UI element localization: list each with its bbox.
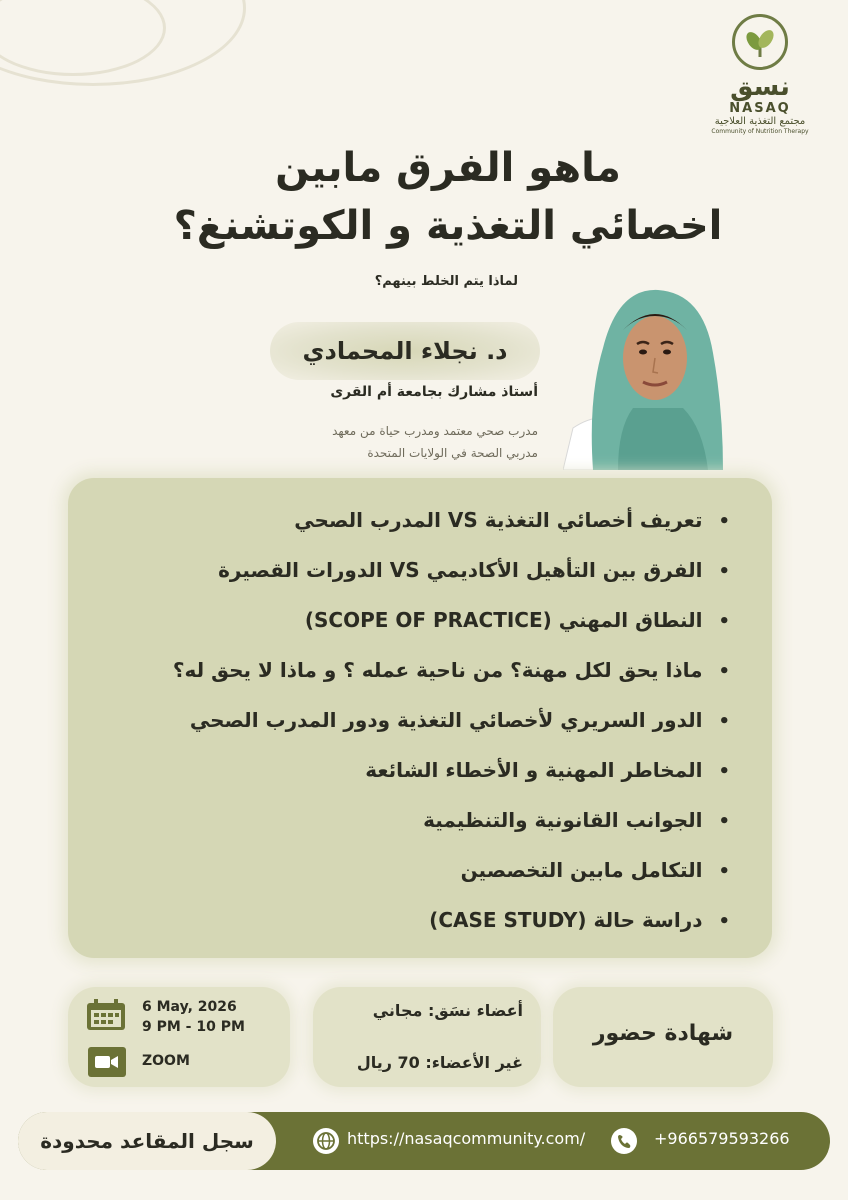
speaker-position: أستاذ مشارك بجامعة أم القرى <box>330 384 538 400</box>
pricing-box <box>313 987 541 1087</box>
certificate-label: شهادة حضور <box>592 1021 734 1046</box>
certificate-box <box>553 987 773 1087</box>
website-link[interactable]: https://nasaqcommunity.com/ <box>347 1129 586 1148</box>
topic-item: • دراسة حالة (CASE STUDY) <box>429 908 730 932</box>
topic-item: • تعريف أخصائي التغذية VS المدرب الصحي <box>294 508 730 532</box>
nasaq-logo <box>700 14 820 136</box>
event-date: 6 May, 2026 <box>142 999 237 1015</box>
topic-item: • التكامل مابين التخصصين <box>461 858 730 882</box>
topic-item: • المخاطر المهنية و الأخطاء الشائعة <box>365 758 730 782</box>
speaker-photo <box>563 278 731 470</box>
non-members-price: غير الأعضاء: 70 ريال <box>356 1053 523 1072</box>
phone-icon <box>611 1128 637 1154</box>
members-price: أعضاء نسَق: مجاني <box>372 1001 523 1020</box>
page-subtitle: لماذا يتم الخلط بينهم؟ <box>374 274 518 289</box>
calendar-icon <box>86 999 126 1029</box>
globe-icon <box>313 1128 339 1154</box>
speaker-name: د. نجلاء المحمادي <box>270 322 540 380</box>
topics-panel <box>68 478 772 958</box>
phone-number[interactable]: +966579593266 <box>654 1129 790 1148</box>
page-title-line1: ماهو الفرق مابين <box>275 145 621 191</box>
topic-item: • الجوانب القانونية والتنظيمية <box>423 808 730 832</box>
event-details-box <box>68 987 290 1087</box>
topic-item: • الدور السريري لأخصائي التغذية ودور المدرب الصحي <box>190 708 730 732</box>
page-title-line2: اخصائي التغذية و الكوتشنغ؟ <box>173 203 723 249</box>
logo-tagline-en: Community of Nutrition Therapy <box>711 128 809 135</box>
logo-name-en: NASAQ <box>729 101 791 116</box>
speaker-description: مدرب صحي معتمد ومدرب حياة من معهد مدربي الصحة في الولايات المتحدة <box>332 424 538 460</box>
topic-item: • النطاق المهني (SCOPE OF PRACTICE) <box>305 608 730 632</box>
event-platform: ZOOM <box>142 1053 190 1069</box>
logo-tagline-ar: مجتمع التغذية العلاجية <box>714 116 806 127</box>
topic-item: • ماذا يحق لكل مهنة؟ من ناحية عمله ؟ و ماذا لا يحق له؟ <box>173 658 730 682</box>
event-time: 9 PM - 10 PM <box>142 1019 245 1035</box>
logo-name-ar: نسق <box>730 72 790 102</box>
leaf-icon <box>732 14 788 70</box>
register-button[interactable]: سجل المقاعد محدودة <box>18 1112 276 1170</box>
video-camera-icon <box>88 1047 126 1077</box>
topic-item: • الفرق بين التأهيل الأكاديمي VS الدورات القصيرة <box>218 558 730 582</box>
